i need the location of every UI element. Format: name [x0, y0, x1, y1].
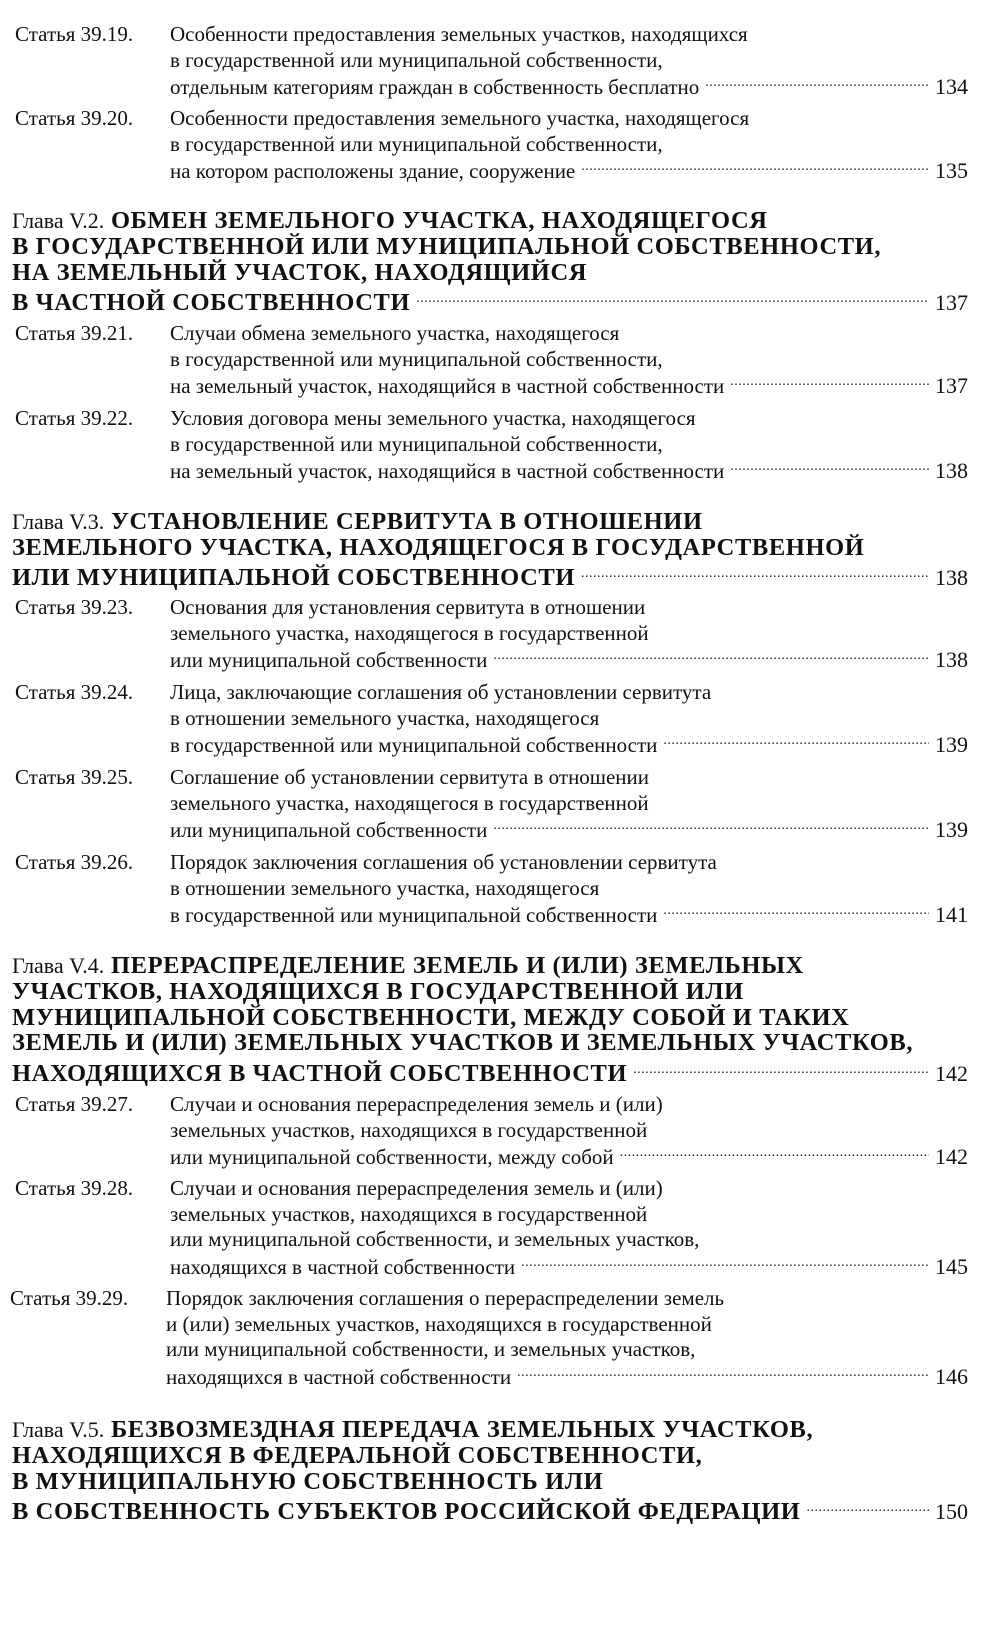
chapter-number: Глава V.3.	[12, 509, 105, 534]
article-title-line: в отношении земельного участка, находящегося	[170, 875, 600, 900]
toc-entry-article-39-20[interactable]	[0, 106, 1000, 183]
article-number: Статья 39.26.	[15, 850, 134, 874]
chapter-title-line: УЧАСТКОВ, НАХОДЯЩИХСЯ В ГОСУДАРСТВЕННОЙ ИЛИ	[12, 977, 744, 1005]
page-number: 150	[935, 1498, 968, 1524]
article-title-line: Соглашение об установлении сервитута в отношении	[170, 765, 650, 789]
toc-entry-article-39-24[interactable]	[0, 680, 1000, 757]
toc-entry-article-39-26[interactable]	[0, 850, 1000, 927]
page-number: 139	[935, 817, 968, 842]
article-title-line: в государственной или муниципальной собственности,	[170, 346, 663, 371]
toc-entry-article-39-28[interactable]	[0, 1176, 1000, 1278]
dot-leader	[517, 1363, 929, 1384]
dot-leader	[493, 816, 929, 837]
article-title-line: Случаи и основания перераспределения земель и (или)	[170, 1176, 663, 1200]
toc-entry-article-39-25[interactable]	[0, 765, 1000, 842]
page-number: 138	[935, 565, 968, 591]
article-title-line: Случаи и основания перераспределения земель и (или)	[170, 1092, 663, 1116]
article-title-line: в государственной или муниципальной собственности	[170, 733, 658, 757]
dot-leader	[663, 901, 929, 922]
dot-leader	[493, 646, 929, 667]
article-title-line: в отношении земельного участка, находящегося	[170, 705, 600, 730]
page-number: 146	[935, 1363, 968, 1389]
article-number: Статья 39.29.	[10, 1286, 129, 1310]
article-title-line: в государственной или муниципальной собственности	[170, 903, 658, 927]
article-title-line: земельного участка, находящегося в государственной	[170, 790, 649, 815]
page-number: 142	[935, 1060, 968, 1086]
chapter-title-line: ЗЕМЕЛЬ И (ИЛИ) ЗЕМЕЛЬНЫХ УЧАСТКОВ И ЗЕМЕЛЬНЫХ УЧАСТКОВ,	[12, 1029, 914, 1057]
dot-leader	[620, 1143, 929, 1164]
dot-leader	[730, 372, 929, 393]
article-title-line: и (или) земельных участков, находящихся в государственной	[166, 1311, 712, 1336]
toc-entry-chapter-v-4[interactable]	[0, 952, 1000, 1087]
chapter-title-line: В ЧАСТНОЙ СОБСТВЕННОСТИ	[12, 288, 411, 316]
chapter-title-line: НА ЗЕМЕЛЬНЫЙ УЧАСТОК, НАХОДЯЩИЙСЯ	[12, 258, 588, 286]
dot-leader	[730, 457, 929, 478]
chapter-title-line: ОБМЕН ЗЕМЕЛЬНОГО УЧАСТКА, НАХОДЯЩЕГОСЯ	[110, 207, 768, 234]
page-number: 139	[935, 732, 968, 757]
page-number: 134	[935, 74, 968, 99]
page-number: 142	[935, 1144, 968, 1169]
article-title-line: в государственной или муниципальной собственности,	[170, 131, 663, 156]
article-title-line: Особенности предоставления земельного участка, находящегося	[170, 106, 750, 130]
toc-entry-chapter-v-5[interactable]	[0, 1416, 1000, 1525]
dot-leader	[521, 1253, 929, 1274]
dot-leader	[581, 561, 929, 586]
article-title-line: на земельный участок, находящийся в частной собственности	[170, 374, 725, 398]
article-title-line: земельного участка, находящегося в государственной	[170, 620, 649, 645]
article-title-line: в государственной или муниципальной собственности,	[170, 47, 663, 72]
chapter-title-line: УСТАНОВЛЕНИЕ СЕРВИТУТА В ОТНОШЕНИИ	[110, 508, 703, 535]
dot-leader	[633, 1056, 929, 1081]
dot-leader	[416, 285, 929, 310]
article-title-line: находящихся в частной собственности	[170, 1254, 516, 1279]
page-number: 141	[935, 902, 968, 927]
article-title-line: находящихся в частной собственности	[166, 1364, 512, 1389]
article-title-line: Порядок заключения соглашения о перераспределении земель	[166, 1286, 725, 1310]
article-title-line: Условия договора мены земельного участка, находящегося	[170, 406, 696, 430]
chapter-title-line: НАХОДЯЩИХСЯ В ЧАСТНОЙ СОБСТВЕННОСТИ	[12, 1059, 628, 1087]
toc-entry-article-39-27[interactable]	[0, 1092, 1000, 1169]
article-number: Статья 39.23.	[15, 595, 134, 619]
toc-entry-article-39-23[interactable]	[0, 595, 1000, 672]
page-number: 137	[935, 373, 968, 398]
article-title-line: на земельный участок, находящийся в частной собственности	[170, 459, 725, 483]
article-number: Статья 39.21.	[15, 321, 134, 345]
article-title-line: или муниципальной собственности, и земельных участков,	[166, 1337, 696, 1361]
chapter-number: Глава V.5.	[12, 1417, 105, 1442]
article-title-line: Лица, заключающие соглашения об установлении сервитута	[170, 680, 712, 704]
article-title-line: или муниципальной собственности	[170, 818, 488, 842]
chapter-title-line: В МУНИЦИПАЛЬНУЮ СОБСТВЕННОСТЬ ИЛИ	[12, 1467, 604, 1495]
article-number: Статья 39.22.	[15, 406, 134, 430]
article-title-line: Случаи обмена земельного участка, находящегося	[170, 321, 620, 345]
article-number: Статья 39.19.	[15, 22, 134, 46]
page-number: 135	[935, 158, 968, 183]
article-title-line: или муниципальной собственности, между собой	[170, 1145, 614, 1169]
article-title-line: земельных участков, находящихся в государственной	[170, 1117, 648, 1142]
toc-entry-article-39-22[interactable]	[0, 406, 1000, 483]
article-number: Статья 39.25.	[15, 765, 134, 789]
toc-entry-chapter-v-2[interactable]	[0, 207, 1000, 316]
chapter-title-line: МУНИЦИПАЛЬНОЙ СОБСТВЕННОСТИ, МЕЖДУ СОБОЙ И ТАКИХ	[12, 1003, 850, 1031]
page-number: 138	[935, 458, 968, 483]
chapter-number: Глава V.4.	[12, 953, 105, 978]
toc-entry-article-39-21[interactable]	[0, 321, 1000, 398]
chapter-title-line: ПЕРЕРАСПРЕДЕЛЕНИЕ ЗЕМЕЛЬ И (ИЛИ) ЗЕМЕЛЬНЫХ	[110, 952, 804, 979]
chapter-title-line: ИЛИ МУНИЦИПАЛЬНОЙ СОБСТВЕННОСТИ	[12, 564, 575, 592]
dot-leader	[663, 731, 929, 752]
chapter-title-line: В ГОСУДАРСТВЕННОЙ ИЛИ МУНИЦИПАЛЬНОЙ СОБСТВЕННОСТИ,	[12, 232, 882, 260]
chapter-number: Глава V.2.	[12, 208, 105, 233]
dot-leader	[806, 1494, 929, 1519]
article-title-line: Порядок заключения соглашения об установлении сервитута	[170, 850, 717, 874]
article-number: Статья 39.28.	[15, 1176, 134, 1200]
article-title-line: или муниципальной собственности, и земельных участков,	[170, 1227, 700, 1251]
article-title-line: земельных участков, находящихся в государственной	[170, 1201, 648, 1226]
toc-entry-chapter-v-3[interactable]	[0, 508, 1000, 592]
page-number: 145	[935, 1253, 968, 1279]
dot-leader	[705, 73, 929, 94]
page-number: 137	[935, 289, 968, 315]
article-title-line: на котором расположены здание, сооружение	[170, 159, 576, 183]
article-title-line: или муниципальной собственности	[170, 648, 488, 672]
dot-leader	[581, 157, 929, 178]
chapter-title-line: ЗЕМЕЛЬНОГО УЧАСТКА, НАХОДЯЩЕГОСЯ В ГОСУДАРСТВЕННОЙ	[12, 533, 865, 561]
article-number: Статья 39.27.	[15, 1092, 134, 1116]
chapter-title-line: НАХОДЯЩИХСЯ В ФЕДЕРАЛЬНОЙ СОБСТВЕННОСТИ,	[12, 1441, 703, 1469]
toc-entry-article-39-19[interactable]	[0, 22, 1000, 99]
article-number: Статья 39.20.	[15, 106, 134, 130]
article-title-line: в государственной или муниципальной собственности,	[170, 431, 663, 456]
toc-entry-article-39-29[interactable]	[0, 1286, 1000, 1388]
article-title-line: отдельным категориям граждан в собственность бесплатно	[170, 75, 700, 99]
chapter-title-line: БЕЗВОЗМЕЗДНАЯ ПЕРЕДАЧА ЗЕМЕЛЬНЫХ УЧАСТКОВ,	[110, 1416, 814, 1443]
chapter-title-line: В СОБСТВЕННОСТЬ СУБЪЕКТОВ РОССИЙСКОЙ ФЕДЕРАЦИИ	[12, 1497, 801, 1525]
article-title-line: Особенности предоставления земельных участков, находящихся	[170, 22, 748, 46]
page-number: 138	[935, 647, 968, 672]
article-title-line: Основания для установления сервитута в отношении	[170, 595, 646, 619]
article-number: Статья 39.24.	[15, 680, 134, 704]
